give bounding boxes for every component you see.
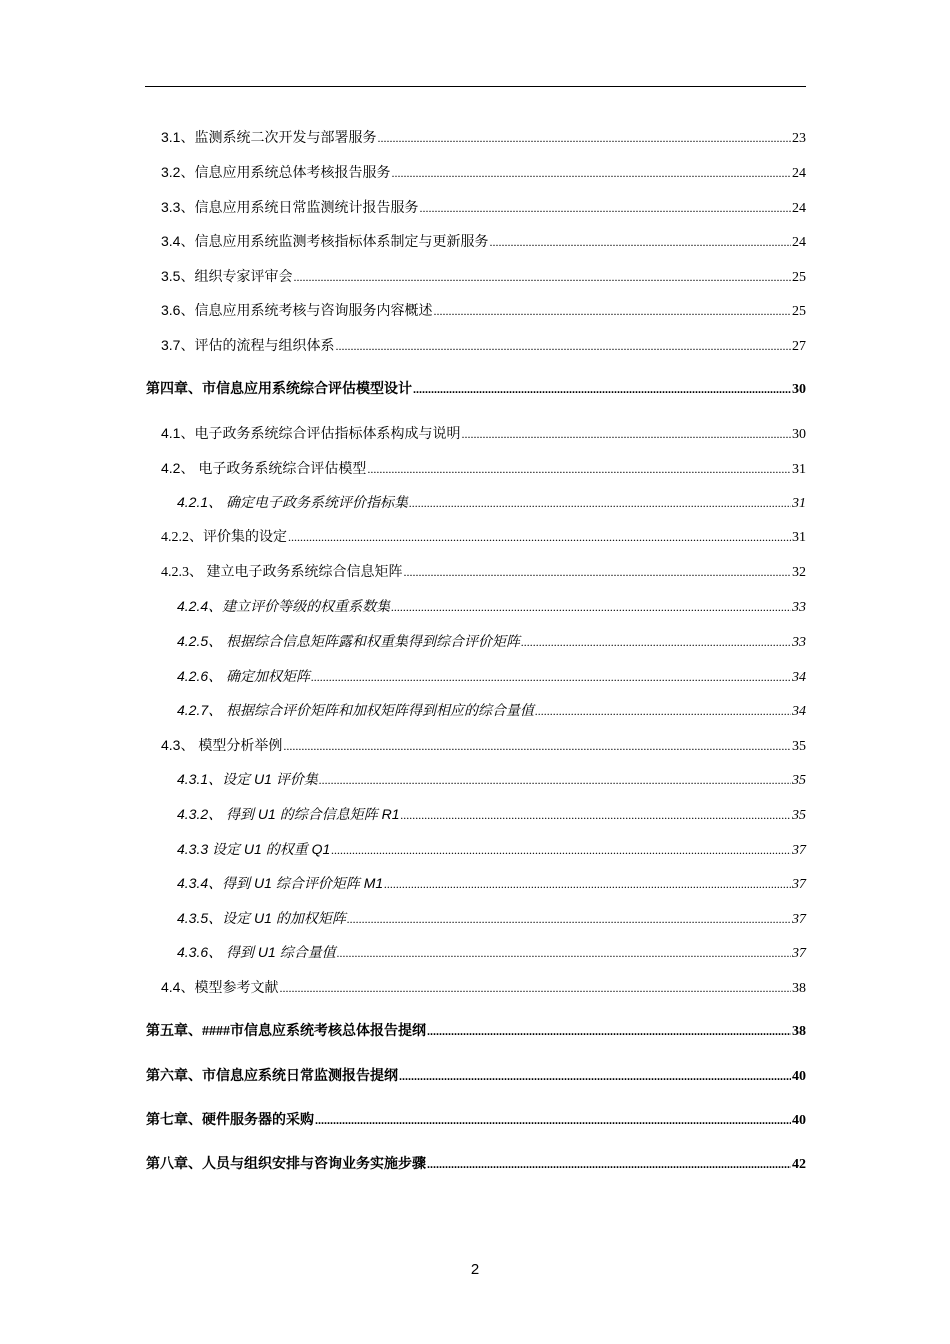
- toc-entry-label: 3.5、组织专家评审会: [161, 268, 293, 284]
- toc-subentry[interactable]: [161, 561, 806, 583]
- toc-leader-dots: [283, 735, 791, 757]
- toc-entry-page: 30: [792, 427, 806, 442]
- toc-chapter-page: 30: [792, 382, 806, 397]
- toc-entry-label: 3.1、监测系统二次开发与部署服务: [161, 129, 377, 145]
- toc-leader-dots: [427, 1020, 791, 1042]
- toc-leader-dots: [489, 231, 791, 253]
- toc-subentry-page: 37: [792, 912, 806, 927]
- toc-chapter-label: 第六章、市信息应系统日常监测报告提纲: [146, 1069, 398, 1084]
- toc-leader-dots: [419, 197, 791, 219]
- toc-entry[interactable]: [161, 196, 806, 218]
- toc-entry[interactable]: [161, 422, 806, 444]
- toc-subentry-label: 4.2.6、 确定加权矩阵: [177, 668, 311, 684]
- toc-leader-dots: [377, 127, 791, 149]
- toc-subentry-label: 4.2.3、 建立电子政务系统综合信息矩阵: [161, 565, 403, 580]
- toc-chapter[interactable]: [146, 378, 806, 400]
- toc-leader-dots: [279, 977, 791, 999]
- toc-subentry-label: 4.3.4、得到 U1 综合评价矩阵 M1: [177, 875, 384, 891]
- toc-entry[interactable]: [161, 265, 806, 287]
- toc-entry[interactable]: [161, 230, 806, 252]
- toc-subentry-label: 4.3.6、 得到 U1 综合量值: [177, 944, 336, 960]
- toc-leader-dots: [311, 666, 791, 688]
- toc-entry-page: 38: [792, 981, 806, 996]
- toc-leader-dots: [319, 769, 791, 791]
- toc-subentry[interactable]: [161, 526, 806, 548]
- toc-subentry-page: 37: [792, 946, 806, 961]
- toc-subentry-label: 4.3.1、设定 U1 评价集: [177, 771, 318, 787]
- toc-entry[interactable]: [161, 734, 806, 756]
- toc-leader-dots: [401, 804, 792, 826]
- toc-entry-label: 4.1、电子政务系统综合评估指标体系构成与说明: [161, 425, 461, 441]
- toc-entry-label: 3.3、信息应用系统日常监测统计报告服务: [161, 199, 419, 215]
- toc-subentry[interactable]: [177, 630, 806, 652]
- toc-entry[interactable]: [161, 299, 806, 321]
- toc-subentry-page: 35: [792, 773, 806, 788]
- toc-leader-dots: [335, 335, 791, 357]
- toc-entry-label: 3.4、信息应用系统监测考核指标体系制定与更新服务: [161, 233, 489, 249]
- toc-entry-label: 3.6、信息应用系统考核与咨询服务内容概述: [161, 302, 433, 318]
- toc-chapter-page: 40: [792, 1069, 806, 1084]
- toc-entry-page: 35: [792, 739, 806, 754]
- toc-entry[interactable]: [161, 334, 806, 356]
- header-rule: [145, 86, 806, 87]
- toc-subentry-label: 4.3.2、 得到 U1 的综合信息矩阵 R1: [177, 806, 400, 822]
- toc-subentry[interactable]: [177, 595, 806, 617]
- toc-subentry-page: 35: [792, 808, 806, 823]
- toc-entry[interactable]: [161, 161, 806, 183]
- toc-entry[interactable]: [161, 976, 806, 998]
- toc-subentry-label: 4.3.5、设定 U1 的加权矩阵: [177, 910, 346, 926]
- toc-leader-dots: [399, 1065, 791, 1087]
- toc-entry-page: 24: [792, 201, 806, 216]
- toc-leader-dots: [293, 266, 791, 288]
- toc-entry-label: 3.7、评估的流程与组织体系: [161, 337, 335, 353]
- toc-subentry-label: 4.2.5、 根据综合信息矩阵露和权重集得到综合评价矩阵: [177, 633, 521, 649]
- toc-leader-dots: [391, 162, 791, 184]
- toc-entry-page: 24: [792, 166, 806, 181]
- toc-subentry[interactable]: [177, 803, 806, 825]
- toc-leader-dots: [337, 942, 791, 964]
- toc-subentry-page: 37: [792, 843, 806, 858]
- toc-subentry[interactable]: [177, 768, 806, 790]
- toc-subentry-page: 31: [792, 530, 806, 545]
- toc-chapter[interactable]: [146, 1109, 806, 1131]
- toc-subentry-page: 33: [792, 600, 806, 615]
- toc-chapter-page: 42: [792, 1157, 806, 1172]
- toc-leader-dots: [404, 561, 792, 583]
- toc-chapter-label: 第四章、市信息应用系统综合评估模型设计: [146, 382, 412, 397]
- toc-subentry-page: 34: [792, 704, 806, 719]
- toc-chapter[interactable]: [146, 1020, 806, 1042]
- toc-leader-dots: [367, 458, 791, 480]
- toc-leader-dots: [315, 1109, 791, 1131]
- toc-chapter-label: 第七章、硬件服务器的采购: [146, 1113, 314, 1128]
- toc-subentry[interactable]: [177, 699, 806, 721]
- toc-chapter[interactable]: [146, 1065, 806, 1087]
- toc-subentry-page: 31: [792, 496, 806, 511]
- toc-leader-dots: [384, 873, 791, 895]
- toc-entry-page: 25: [792, 270, 806, 285]
- toc-entry-label: 4.3、 模型分析举例: [161, 737, 283, 753]
- toc-chapter-page: 40: [792, 1113, 806, 1128]
- toc-entry-page: 27: [792, 339, 806, 354]
- toc-subentry-page: 37: [792, 877, 806, 892]
- toc-subentry-page: 33: [792, 635, 806, 650]
- toc-subentry-label: 4.2.4、建立评价等级的权重系数集: [177, 598, 391, 614]
- toc-entry-label: 4.4、模型参考文献: [161, 979, 279, 995]
- toc-chapter-label: 第八章、人员与组织安排与咨询业务实施步骤: [146, 1157, 426, 1172]
- toc-leader-dots: [347, 908, 791, 930]
- toc-entry-label: 3.2、信息应用系统总体考核报告服务: [161, 164, 391, 180]
- toc-subentry-page: 32: [792, 565, 806, 580]
- toc-entry-page: 24: [792, 235, 806, 250]
- toc-entry-page: 31: [792, 462, 806, 477]
- toc-chapter[interactable]: [146, 1153, 806, 1175]
- toc-subentry[interactable]: [177, 907, 806, 929]
- toc-leader-dots: [535, 700, 791, 722]
- toc-leader-dots: [427, 1153, 791, 1175]
- toc-leader-dots: [461, 423, 791, 445]
- toc-chapter-label: 第五章、####市信息应系统考核总体报告提纲: [146, 1024, 426, 1039]
- toc-entry-page: 23: [792, 131, 806, 146]
- toc-entry-label: 4.2、 电子政务系统综合评估模型: [161, 460, 367, 476]
- toc-leader-dots: [433, 300, 791, 322]
- toc-subentry-label: 4.2.1、 确定电子政务系统评价指标集: [177, 494, 409, 510]
- toc-subentry-label: 4.2.7、 根据综合评价矩阵和加权矩阵得到相应的综合量值: [177, 702, 535, 718]
- toc-subentry[interactable]: [177, 941, 806, 963]
- toc-leader-dots: [391, 596, 791, 618]
- toc-leader-dots: [413, 378, 791, 400]
- toc-leader-dots: [331, 839, 791, 861]
- toc-entry[interactable]: [161, 126, 806, 148]
- toc-subentry[interactable]: [177, 838, 806, 860]
- toc-subentry[interactable]: [177, 665, 806, 687]
- toc-entry[interactable]: [161, 457, 806, 479]
- page-number: 2: [470, 1261, 480, 1278]
- toc-subentry[interactable]: [177, 872, 806, 894]
- toc-subentry-label: 4.3.3 设定 U1 的权重 Q1: [177, 841, 331, 857]
- toc-leader-dots: [288, 526, 791, 548]
- toc-leader-dots: [521, 631, 791, 653]
- toc-subentry[interactable]: [177, 491, 806, 513]
- toc-leader-dots: [409, 492, 791, 514]
- toc-subentry-page: 34: [792, 670, 806, 685]
- toc-subentry-label: 4.2.2、评价集的设定: [161, 530, 287, 545]
- toc-chapter-page: 38: [792, 1024, 806, 1039]
- toc-entry-page: 25: [792, 304, 806, 319]
